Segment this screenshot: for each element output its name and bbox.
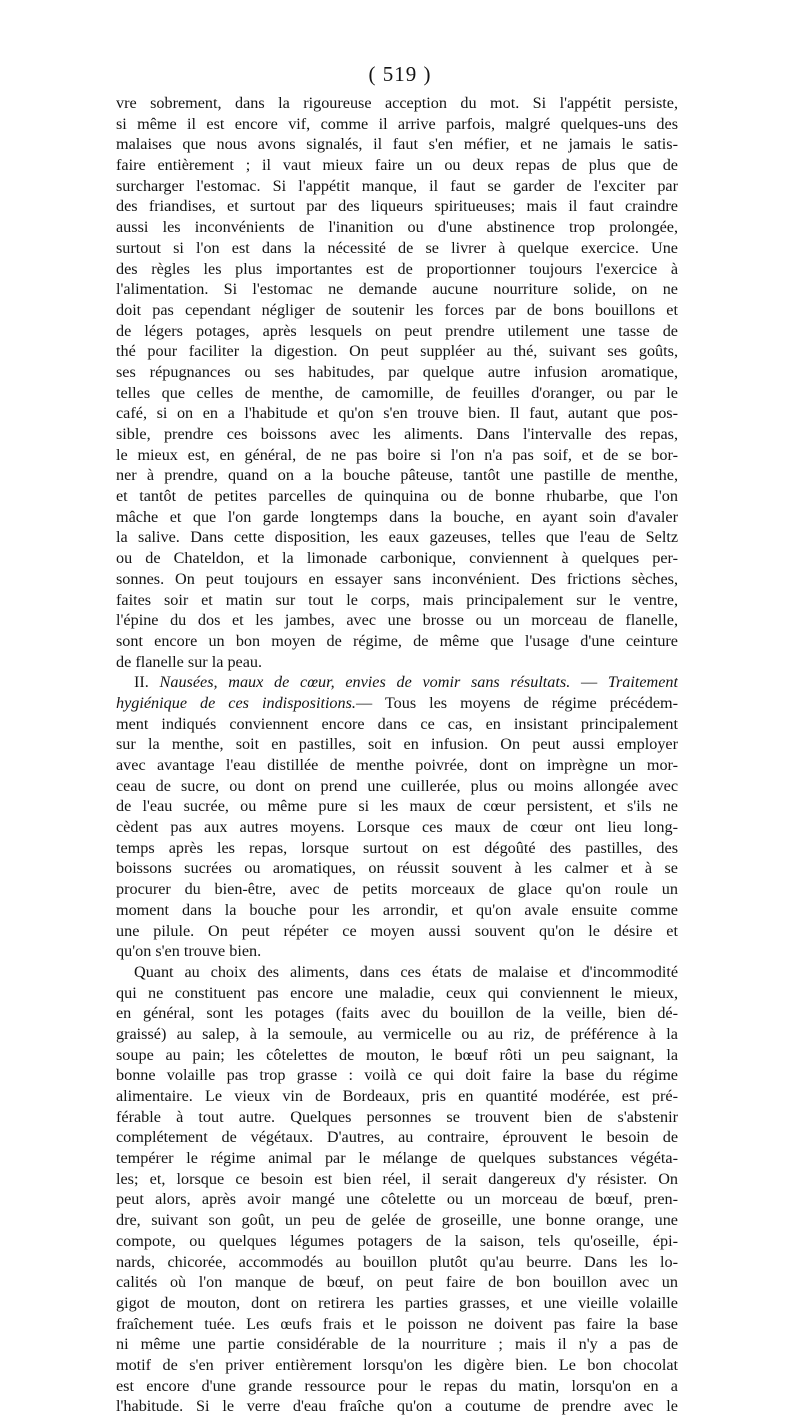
text-line: en général, sont les potages (faits avec du bouillon de la veille, bien dé-: [116, 1004, 678, 1023]
text-line: sible, prendre ces boissons avec les aliments. Dans l'intervalle des repas,: [116, 425, 678, 443]
text-line: compote, ou quelques légumes potagers de la saison, tels qu'oseille, épi-: [116, 1231, 678, 1250]
text-line: complétement de végétaux. D'autres, au contraire, éprouvent le besoin de: [116, 1128, 678, 1147]
text-line: faire entièrement ; il vaut mieux faire un ou deux repas de plus que de: [116, 156, 678, 175]
text-line: et tantôt de petites parcelles de quinquina ou de bonne rhubarbe, que l'on: [116, 487, 678, 506]
text-line: peut alors, après avoir mangé une côtelette ou un morceau de bœuf, pren-: [116, 1190, 678, 1209]
text-line: qu'on s'en trouve bien.: [116, 942, 262, 961]
text-line: dre, suivant son goût, un peu de gelée de groseille, une bonne orange, une: [116, 1211, 678, 1230]
text-line: qui ne constituent pas encore une maladie, ceux qui conviennent le mieux,: [116, 983, 678, 1002]
page-number: ( 519 ): [368, 62, 432, 86]
text-line: telles que celles de menthe, de camomille, de feuilles d'oranger, ou par le: [116, 383, 678, 402]
text-line: une pilule. On peut répéter ce moyen aussi souvent qu'on le désire et: [116, 921, 678, 940]
text-line: boissons sucrées ou aromatiques, on réussit souvent à les calmer et à se: [116, 859, 678, 878]
text-line: sonnes. On peut toujours en essayer sans inconvénient. Des frictions sèches,: [116, 569, 678, 588]
text-line: moment dans la bouche pour les arrondir, et qu'on avale ensuite comme: [116, 900, 678, 919]
text-line: nards, chicorée, accommodés au bouillon plutôt qu'au beurre. Dans les lo-: [116, 1252, 678, 1271]
text-line: de flanelle sur la peau.: [116, 652, 263, 671]
text-line: l'alimentation. Si l'estomac ne demande aucune nourriture solide, on ne: [116, 280, 678, 299]
text-line: vre sobrement, dans la rigoureuse acception du mot. Si l'appétit persiste,: [116, 94, 678, 112]
text-line: Quant au choix des aliments, dans ces états de malaise et d'incommodité: [134, 962, 678, 981]
text-line: sur la menthe, soit en pastilles, soit en infusion. On peut aussi employer: [116, 735, 678, 754]
text-line: des friandises, et surtout par des liqueurs spiritueuses; mais il faut craindre: [116, 197, 678, 216]
text-line: temps après les repas, lorsque surtout on est dégoûté des pastilles, des: [116, 838, 678, 857]
text-line: tempérer le régime animal par le mélange de quelques substances végéta-: [116, 1149, 678, 1168]
text-line: soupe au pain; les côtelettes de mouton, le bœuf rôti un peu saignant, la: [116, 1045, 678, 1064]
text-line: mâche et que l'on garde longtemps dans la bouche, en ayant soin d'avaler: [116, 507, 678, 526]
text-line: avec avantage l'eau distillée de menthe poivrée, dont on imprègne un mor-: [116, 756, 678, 774]
text-line: bonne volaille pas trop grasse : voilà ce qui doit faire la base du régime: [116, 1066, 678, 1085]
text-line: de légers potages, après lesquels on peut prendre utilement une tasse de: [116, 321, 678, 340]
text-line: de l'eau sucrée, ou même pure si les maux de cœur persistent, et s'ils ne: [116, 797, 678, 816]
text-line: si même il est encore vif, comme il arrive parfois, malgré quelques-uns des: [116, 114, 678, 133]
text-line: cèdent pas aux autres moyens. Lorsque ces maux de cœur ont lieu long-: [116, 818, 678, 837]
text-line: fraîchement tuée. Les œufs frais et le poisson ne doivent pas faire la base: [116, 1314, 678, 1333]
text-line: la salive. Dans cette disposition, les eaux gazeuses, telles que l'eau de Seltz: [116, 528, 678, 547]
text-line: ses répugnances ou ses habitudes, par quelque autre infusion aromatique,: [116, 362, 678, 381]
text-line: le mieux est, en général, de ne pas boire si l'on n'a pas soif, et de se bor-: [116, 445, 678, 464]
text-line: graissé) au salep, à la semoule, au vermicelle ou au riz, de préférence à la: [116, 1024, 678, 1043]
text-line: l'épine du dos et les jambes, avec une brosse ou un morceau de flanelle,: [116, 611, 678, 630]
text-line: surtout si l'on est dans la nécessité de se livrer à quelque exercice. Une: [116, 238, 678, 257]
text-line: faites soir et matin sur tout le corps, mais principalement sur le ventre,: [116, 590, 678, 609]
text-line: motif de s'en priver entièrement lorsqu'on les digère bien. Le bon chocolat: [116, 1355, 678, 1374]
text-line: thé pour faciliter la digestion. On peut suppléer au thé, suivant ses goûts,: [116, 342, 678, 361]
text-line: férable à tout autre. Quelques personnes se trouvent bien de s'abstenir: [116, 1107, 678, 1126]
text-line: ni même une partie considérable de la nourriture ; mais il n'y a pas de: [116, 1335, 678, 1354]
text-line: alimentaire. Le vieux vin de Bordeaux, pris en quantité modérée, est pré-: [116, 1087, 678, 1105]
text-line: II. Nausées, maux de cœur, envies de vomir sans résultats. — Traitement: [134, 673, 678, 692]
text-line: café, si on en a l'habitude et qu'on s'en trouve bien. Il faut, autant que pos-: [116, 404, 678, 423]
text-line: des règles les plus importantes est de proportionner toujours l'exercice à: [116, 259, 678, 278]
text-line: ner à prendre, quand on a la bouche pâteuse, tantôt une pastille de menthe,: [116, 466, 678, 485]
text-line: calités où l'on manque de bœuf, on peut faire de bon bouillon avec un: [116, 1273, 678, 1292]
text-line: est encore d'une grande ressource pour le repas du matin, lorsqu'on en a: [116, 1376, 678, 1395]
text-line: gigot de mouton, dont on retirera les parties grasses, et une vieille volaille: [116, 1293, 678, 1312]
body-text: [116, 93, 678, 1417]
text-line: surcharger l'estomac. Si l'appétit manque, il faut se garder de l'exciter par: [116, 176, 678, 195]
text-line: doit pas cependant négliger de soutenir les forces par de bons bouillons et: [116, 300, 678, 319]
text-line: les; et, lorsque ce besoin est bien réel, il serait dangereux d'y résister. On: [116, 1169, 678, 1188]
text-line: ment indiqués conviennent encore dans ce cas, en insistant principalement: [116, 714, 678, 733]
text-line: ceau de sucre, ou dont on prend une cuillerée, plus ou moins allongée avec: [116, 776, 678, 795]
text-line: hygiénique de ces indispositions.— Tous les moyens de régime précédem-: [116, 693, 678, 712]
text-line: malaises que nous avons signalés, il faut s'en méfier, et ne jamais le satis-: [116, 135, 678, 154]
text-line: aussi les inconvénients de l'inanition ou d'une abstinence trop prolongée,: [116, 218, 678, 237]
text-line: l'habitude. Si le verre d'eau fraîche qu'on a coutume de prendre avec le: [116, 1397, 678, 1416]
text-line: sont encore un bon moyen de régime, de même que l'usage d'une ceinture: [116, 631, 678, 650]
text-line: ou de Chateldon, et la limonade carbonique, conviennent à quelques per-: [116, 549, 678, 568]
text-line: procurer du bien-être, avec de petits morceaux de glace qu'on roule un: [116, 880, 678, 899]
